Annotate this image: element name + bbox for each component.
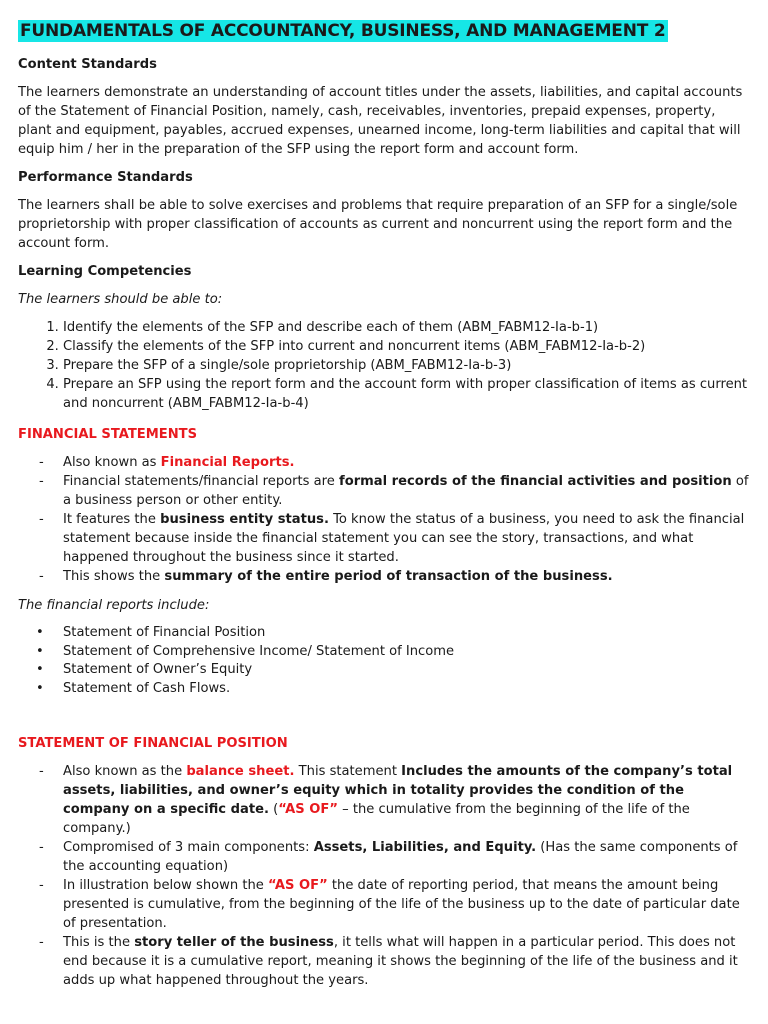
sfp-list xyxy=(18,762,750,990)
spacer xyxy=(18,708,750,734)
document-title: FUNDAMENTALS OF ACCOUNTANCY, BUSINESS, AND MANAGEMENT 2 xyxy=(20,21,666,41)
financial-reports-intro: The financial reports include: xyxy=(18,598,210,613)
document-page xyxy=(18,20,750,1000)
bullet-marker: • xyxy=(36,680,44,696)
learning-competencies-intro: The learners should be able to: xyxy=(18,292,223,307)
dash-marker: - xyxy=(39,474,44,489)
list-item: 2. Classify the elements of the SFP into current and noncurrent items (ABM_FABM12-Ia-b-2) xyxy=(63,337,750,356)
competencies-list xyxy=(18,318,750,413)
financial-reports-list xyxy=(18,624,750,698)
list-item: - Also known as the balance sheet. This statement Includes the amounts of the company’s total assets, liabilities, and owner’s equity which in totality provides the condition of the company on a specific date. (“AS OF” – the cumulative from the beginning of the life of the company.) xyxy=(39,764,733,836)
bullet-marker: • xyxy=(36,643,44,659)
list-item: - Financial statements/financial reports are formal records of the financial activities and position of a business person or other entity. xyxy=(39,474,749,508)
list-item: - Compromised of 3 main components: Assets, Liabilities, and Equity. (Has the same components of the accounting equation) xyxy=(39,840,738,874)
list-item: 3. Prepare the SFP of a single/sole proprietorship (ABM_FABM12-Ia-b-3) xyxy=(63,356,750,375)
dash-marker: - xyxy=(39,935,44,950)
dash-marker: - xyxy=(39,512,44,527)
bullet-marker: • xyxy=(36,662,44,677)
list-item: 1. Identify the elements of the SFP and describe each of them (ABM_FABM12-Ia-b-1) xyxy=(63,318,750,337)
list-item: • Statement of Financial Position xyxy=(18,624,750,643)
bullet-marker: • xyxy=(36,625,44,640)
financial-statements-heading: FINANCIAL STATEMENTS xyxy=(18,427,198,442)
list-item: • Statement of Owner’s Equity xyxy=(18,661,750,680)
list-item: - In illustration below shown the “AS OF” the date of reporting period, that means the amount being presented is cumulative, from the beginning of the life of the business up to the date of particular date of presentation. xyxy=(39,878,740,931)
content-standards-text: The learners demonstrate an understanding of account titles under the assets, liabilities, and capital accounts of the Statement of Financial Position, namely, cash, receivables, inventories, prepaid expenses, property, plant and equipment, payables, accrued expenses, unearned income, long-term liabilities and capital that will equip him / her in the preparation of the SFP using the report form and account form. xyxy=(18,85,743,157)
list-item: • Statement of Cash Flows. xyxy=(18,680,750,699)
list-item: • Statement of Comprehensive Income/ Statement of Income xyxy=(18,643,750,662)
list-item: 4. Prepare an SFP using the report form and the account form with proper classification of items as current and noncurrent (ABM_FABM12-Ia-b-4) xyxy=(63,375,750,413)
list-item: - It features the business entity status. To know the status of a business, you need to ask the financial statement because inside the financial statement you can see the story, transactions, and what happened throughout the business since it started. xyxy=(39,512,745,565)
dash-marker: - xyxy=(39,764,44,779)
sfp-heading: STATEMENT OF FINANCIAL POSITION xyxy=(18,736,288,751)
performance-standards-heading: Performance Standards xyxy=(18,170,193,185)
financial-statements-list xyxy=(18,453,750,586)
dash-marker: - xyxy=(39,878,44,893)
list-item: - This shows the summary of the entire period of transaction of the business. xyxy=(39,569,613,584)
content-standards-heading: Content Standards xyxy=(18,57,157,72)
list-item: - This is the story teller of the business, it tells what will happen in a particular period. This does not end because it is a cumulative report, meaning it shows the beginning of the life of the business and it adds up what happened throughout the years. xyxy=(39,935,738,988)
performance-standards-text: The learners shall be able to solve exercises and problems that require preparation of an SFP for a single/sole proprietorship with proper classification of accounts as current and noncurrent using the report form and the account form. xyxy=(18,198,738,251)
dash-marker: - xyxy=(39,455,44,470)
learning-competencies-heading: Learning Competencies xyxy=(18,264,192,279)
dash-marker: - xyxy=(39,569,44,584)
dash-marker: - xyxy=(39,840,44,855)
list-item: - Also known as Financial Reports. xyxy=(39,455,295,470)
